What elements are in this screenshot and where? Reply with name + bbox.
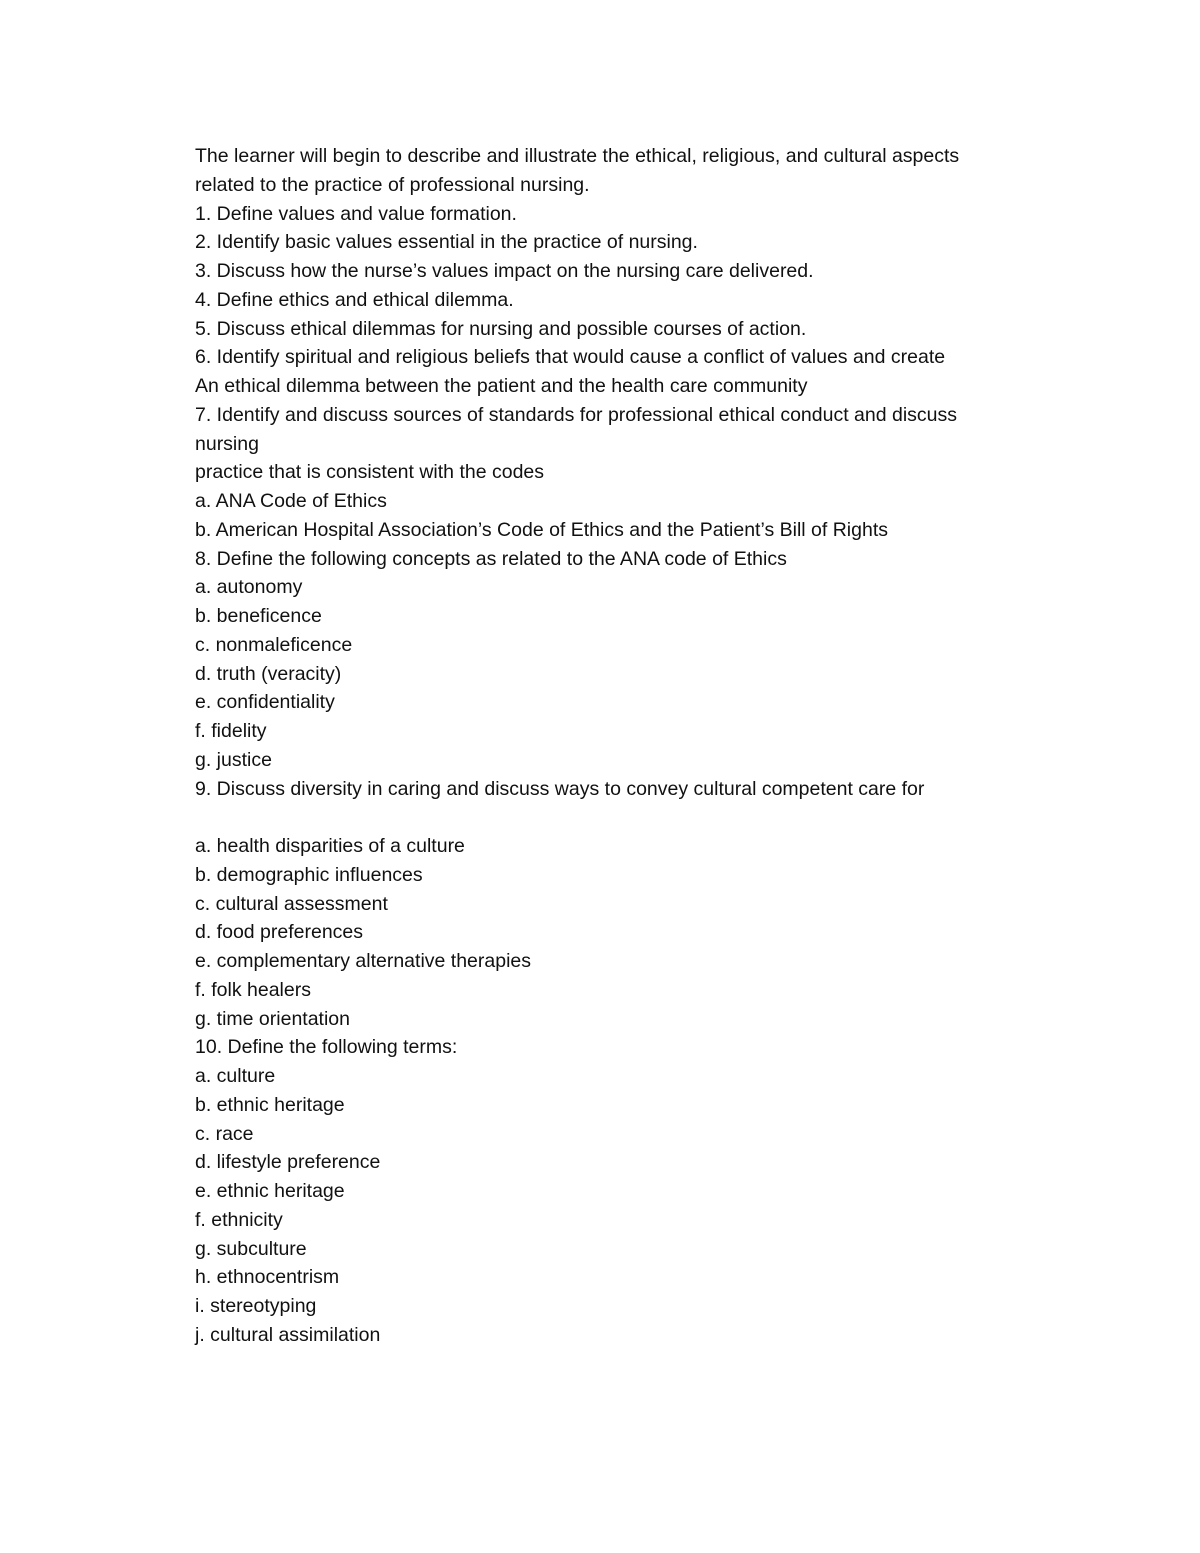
- objective-8-item-c: c. nonmaleficence: [195, 633, 353, 656]
- objective-10-item-j: j. cultural assimilation: [195, 1323, 381, 1346]
- objective-7-item-a: a. ANA Code of Ethics: [195, 490, 387, 512]
- objective-10: 10. Define the following terms:: [195, 1036, 458, 1059]
- objective-9-item-b: b. demographic influences: [195, 863, 423, 886]
- objective-8-item-f: f. fidelity: [195, 720, 267, 742]
- objective-8-item-d: d. truth (veracity): [195, 662, 342, 685]
- objective-9-item-d: d. food preferences: [195, 921, 364, 944]
- objective-8-item-g: g. justice: [195, 748, 272, 771]
- objective-10-item-d: d. lifestyle preference: [195, 1151, 381, 1174]
- objective-10-item-a: a. culture: [195, 1065, 276, 1087]
- blank-line: [195, 803, 1065, 832]
- objective-4: 4. Define ethics and ethical dilemma.: [195, 288, 514, 311]
- objective-6-line-1: 6. Identify spiritual and religious beliefs that would cause a conflict of values and create: [195, 346, 946, 369]
- objective-9-item-f: f. folk healers: [195, 978, 311, 1001]
- objective-7-item-b: b. American Hospital Association’s Code of Ethics and the Patient’s Bill of Rights: [195, 518, 888, 541]
- objective-10-item-i: i. stereotyping: [195, 1295, 317, 1317]
- objective-3: 3. Discuss how the nurse’s values impact on the nursing care delivered.: [195, 260, 814, 282]
- objective-1: 1. Define values and value formation.: [195, 202, 517, 225]
- intro-line-2: related to the practice of professional nursing.: [195, 173, 590, 196]
- objective-7-line-1: 7. Identify and discuss sources of standards for professional ethical conduct and discuss: [195, 403, 958, 426]
- objective-10-item-g: g. subculture: [195, 1237, 307, 1260]
- objective-8: 8. Define the following concepts as related to the ANA code of Ethics: [195, 547, 787, 570]
- objective-9-item-c: c. cultural assessment: [195, 892, 388, 915]
- objective-10-item-b: b. ethnic heritage: [195, 1093, 345, 1116]
- objective-5: 5. Discuss ethical dilemmas for nursing and possible courses of action.: [195, 317, 807, 340]
- objective-10-item-f: f. ethnicity: [195, 1208, 283, 1231]
- objective-9: 9. Discuss diversity in caring and discuss ways to convey cultural competent care for: [195, 777, 925, 800]
- objective-2: 2. Identify basic values essential in the practice of nursing.: [195, 231, 698, 254]
- objective-9-item-e: e. complementary alternative therapies: [195, 950, 532, 972]
- objective-8-item-b: b. beneficence: [195, 605, 322, 627]
- objective-8-item-e: e. confidentiality: [195, 691, 335, 714]
- objective-9-item-g: g. time orientation: [195, 1007, 351, 1030]
- objective-6-line-2: An ethical dilemma between the patient and the health care community: [195, 375, 808, 397]
- objective-10-item-e: e. ethnic heritage: [195, 1180, 345, 1202]
- objective-10-item-c: c. race: [195, 1122, 254, 1145]
- objective-8-item-a: a. autonomy: [195, 576, 303, 599]
- intro-line-1: The learner will begin to describe and illustrate the ethical, religious, and cultural aspects: [195, 145, 960, 167]
- objective-10-item-h: h. ethnocentrism: [195, 1266, 340, 1289]
- document-body: [195, 142, 1065, 1350]
- objective-9-item-a: a. health disparities of a culture: [195, 835, 465, 857]
- objective-7-line-2: nursing: [195, 432, 259, 455]
- objective-7-line-3: practice that is consistent with the codes: [195, 461, 545, 484]
